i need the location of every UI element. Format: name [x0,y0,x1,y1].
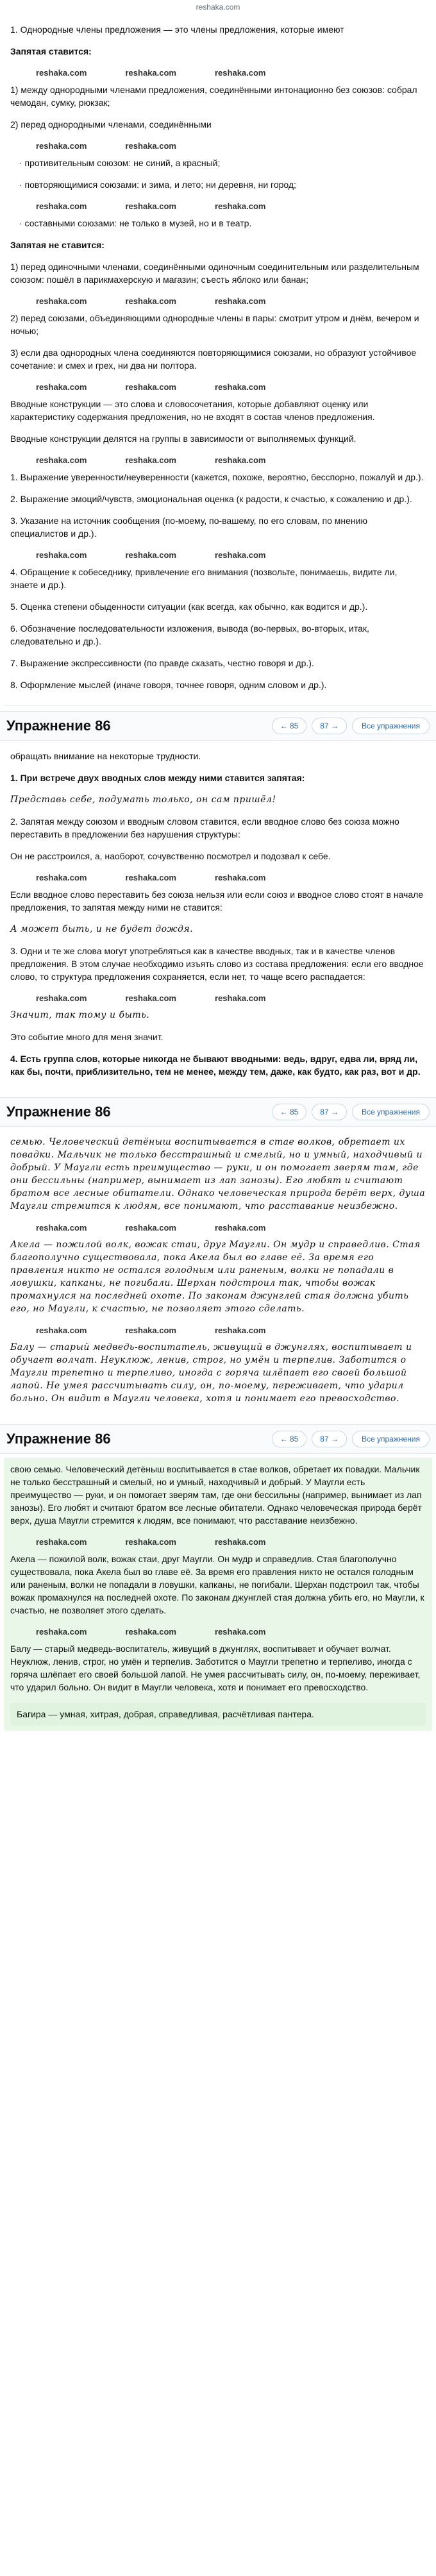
comma-rule-2a: · противительным союзом: не синий, а красный; [19,158,221,168]
watermark: reshaka.com [36,296,87,306]
watermark: reshaka.com [215,1223,266,1233]
rule-2: 2. Запятая между союзом и вводным словом ставится, если вводное слово без союза можно переставить в предложении без нарушения структуры: [10,816,399,839]
comma-rule-2b: · повторяющимися союзами: и зима, и лето; ни деревня, ни город; [19,180,296,190]
handwritten-example-3: Значит, так тому и быть. [10,1010,150,1020]
answer-paragraph-2: Акела — пожилой волк, вожак стаи, друг Маугли. Он мудр и справедлив. Стая благополучно существовала, пока Акела был во главе её. За время его правления никто не остался голодным или раненым, волки не попадали в ловушки, капканы, не погибали. Шерхан подстроил так, чтобы вожак промахнулся на последней охоте. По законам джунглей стая должна убить его, но Маугли, к счастью, не позволяет этого сделать. [10,1554,424,1615]
watermark: reshaka.com [125,550,176,560]
prev-exercise-button[interactable]: ← 85 [272,718,307,734]
exercise-nav [272,1104,430,1120]
exercise-header [0,1424,436,1454]
example-2: Он не расстроился, а, наоборот, сочувственно посмотрел и подозвал к себе. [10,851,331,861]
watermark: reshaka.com [36,382,87,392]
analysis-paragraph-3: Балу — старый медведь-воспитатель, живущий в джунглях, воспитывает и обучает волчат. Неуклюж, ленив, строг, но умён и терпелив. Заботится о Маугли трепетно и терпеливо, иногда с горяча шлёпает его своей большой лапой. Не умея рассчитывать силу, он, по-моему, переживает, что ударил больно. Он видит в Маугли человека, хотя и понимает его превосходство. [10,1342,412,1404]
watermark: reshaka.com [125,1537,176,1547]
next-exercise-button[interactable]: 87 → [312,718,347,734]
watermark: reshaka.com [125,296,176,306]
exercise-header [0,1097,436,1127]
rules-lead: обращать внимание на некоторые трудности. [10,751,201,761]
site-name: reshaka.com [196,3,240,12]
exercise-analysis-card [4,1131,432,1419]
no-comma-rule-2: 2) перед союзами, объединяющими однородные члены в пары: смотрит утром и днём, вечером и ночью; [10,313,419,336]
watermark-row [10,200,426,213]
watermark-row [10,295,426,308]
watermark-row [10,381,426,394]
exercise-title: Упражнение 86 [6,718,111,734]
watermark: reshaka.com [125,993,176,1003]
watermark: reshaka.com [36,455,87,465]
rule-3: Если вводное слово переставить без союза нельзя или если союз и вводное слово стоят в начале предложения, то запятая между ними не ставится: [10,889,424,913]
watermark: reshaka.com [215,873,266,882]
next-exercise-button[interactable]: 87 → [312,1104,347,1120]
watermark: reshaka.com [125,68,176,78]
all-exercises-button[interactable]: Все упражнения [352,1104,430,1120]
watermark: reshaka.com [215,455,266,465]
watermark-row [10,1324,426,1337]
watermark: reshaka.com [125,201,176,211]
no-comma-rules-title: Запятая не ставится: [10,240,105,250]
watermark-row [10,1222,426,1234]
all-exercises-button[interactable]: Все упражнения [352,1431,430,1447]
watermark: reshaka.com [215,550,266,560]
intro-group-1: 1. Выражение уверенности/неуверенности (кажется, похоже, вероятно, бесспорно, пожалуй и др.). [10,472,424,482]
intro-group-8: 8. Оформление мыслей (иначе говоря, точнее говоря, одним словом и др.). [10,680,327,690]
answer-paragraph-3: Балу — старый медведь-воспитатель, живущий в джунглях, воспитывает и обучает волчат. Неуклюж, ленив, строг, но умён и терпелив. Заботится о Маугли трепетно и терпеливо, иногда с горяча шлёпает его своей большой лапой. Не умея рассчитывать силу, он, по-моему, переживает, что ударил больно. Он видит в Маугли человека, хотя и понимает его превосходство. [10,1644,421,1692]
watermark: reshaka.com [215,1537,266,1547]
theory-card [4,18,432,706]
prev-exercise-button[interactable]: ← 85 [272,1104,307,1120]
intro-group-2: 2. Выражение эмоций/чувств, эмоциональная оценка (к радости, к счастью, к сожалению и др.). [10,494,412,504]
prev-exercise-button[interactable]: ← 85 [272,1431,307,1447]
example-3: Это событие много для меня значит. [10,1032,164,1042]
comma-rules-title: Запятая ставится: [10,46,92,56]
watermark: reshaka.com [36,1627,87,1637]
watermark: reshaka.com [36,1223,87,1233]
watermark-row [10,1536,426,1549]
watermark: reshaka.com [215,1627,266,1637]
watermark: reshaka.com [125,1223,176,1233]
all-exercises-button[interactable]: Все упражнения [352,718,430,734]
comma-rule-2: 2) перед однородными членами, соединёнными [10,119,212,130]
intro-group-5: 5. Оценка степени обыденности ситуации (как всегда, как обычно, как водится и др.). [10,602,368,612]
intro-group-4: 4. Обращение к собеседнику, привлечение его внимания (позвольте, понимаешь, видите ли, знаете и др.). [10,567,398,590]
watermark: reshaka.com [36,550,87,560]
watermark-row [10,992,426,1005]
answer-final-box [10,1703,426,1726]
watermark: reshaka.com [36,1326,87,1335]
exercise-header [0,711,436,741]
answer-paragraph-1: свою семью. Человеческий детёныш воспитывается в стае волков, обретает их повадки. Мальчик не только бесстрашный и смелый, но и умный, находчивый и добрый. У Маугли есть преимущество — руки, и он помогает зверям там, где они бессильны (например, вынимает из лап занозы). Его любят и считают братом все лесные обитатели. Однако человеческая природа берёт верх, душа Маугли стремится к людям, все понимают, что расставание неизбежно. [10,1464,422,1526]
watermark: reshaka.com [125,455,176,465]
intro-group-6: 6. Обозначение последовательности изложения, вывода (во-первых, во-вторых, итак, следовательно и др.). [10,623,369,646]
watermark: reshaka.com [125,1326,176,1335]
exercise-title: Упражнение 86 [6,1431,111,1447]
watermark: reshaka.com [36,68,87,78]
comma-rule-2c: · составными союзами: не только в музей, но и в театр. [19,218,252,228]
intro-group-3: 3. Указание на источник сообщения (по-моему, по-вашему, по его словам, по мнению специалистов и др.). [10,516,367,539]
watermark-row [10,67,426,80]
watermark: reshaka.com [215,382,266,392]
watermark-row [10,1626,426,1638]
intro-definition: Вводные конструкции — это слова и словосочетания, которые добавляют оценку или характеристику содержания предложения, но не входят в состав членов предложения. [10,399,375,422]
watermark: reshaka.com [215,1326,266,1335]
exercise-title: Упражнение 86 [6,1104,111,1120]
no-comma-rule-1: 1) перед одиночными членами, соединёнными одиночным соединительным или разделительным союзом: пошёл в парикмахерскую и магазин; съесть яблоко или банан; [10,262,419,285]
watermark-row [10,871,426,884]
comma-rule-1: 1) между однородными членами предложения, соединёнными интонационно без союзов: собрал чемодан, сумку, рюкзак; [10,85,417,108]
watermark: reshaka.com [36,141,87,151]
watermark-row [10,549,426,562]
intro-groups: Вводные конструкции делятся на группы в зависимости от выполняемых функций. [10,434,356,444]
watermark-row [10,140,426,153]
watermark: reshaka.com [125,1627,176,1637]
rule-4: 3. Одни и те же слова могут употребляться как в качестве вводных, так и в качестве членов предложения. В этом случае необходимо изъять слово из состава предложения: если его вводное слово, то структура предложения сохраняется, если нет, то чаще всего распадается: [10,946,424,982]
no-comma-rule-3: 3) если два однородных члена соединяются повторяющимися союзами, но образуют устойчивое сочетание: и смех и грех, ни два ни полтора. [10,348,417,371]
watermark-row [10,454,426,467]
watermark: reshaka.com [125,141,176,151]
exercise-rules-card [4,745,432,1092]
handwritten-example-1: Представь себе, подумать только, он сам пришёл! [10,795,276,805]
watermark: reshaka.com [215,296,266,306]
rule-1: 1. При встрече двух вводных слов между ними ставится запятая: [10,773,305,783]
watermark: reshaka.com [36,201,87,211]
exercise-nav [272,1431,430,1447]
watermark: reshaka.com [215,68,266,78]
next-exercise-button[interactable]: 87 → [312,1431,347,1447]
analysis-paragraph-2: Акела — пожилой волк, вожак стаи, друг Маугли. Он мудр и справедлив. Стая благополучно существовала, пока Акела был во главе её. За время его правления никто не остался голодным или раненым, волки не попадали в ловушки, капканы, не погибали. Шерхан подстроил так, чтобы вожак промахнулся на последней охоте. По законам джунглей стая должна убить его, но Маугли, к счастью, не позволяет этого сделать. [10,1240,421,1314]
analysis-paragraph-1: семью. Человеческий детёныш воспитывается в стае волков, обретает их повадки. Мальчик не только бесстрашный и смелый, но и умный, находчивый и добрый. У Маугли есть преимущество — руки, и он помогает зверям там, где они бессильны (например, вынимает из лап занозы). Его любят и считают братом все лесные обитатели. Однако человеческая природа берёт верх, душа Маугли стремится к людям, все понимают, что расставание неизбежно. [10,1137,426,1211]
theory-definition: 1. Однородные члены предложения — это члены предложения, которые имеют [10,24,344,35]
rule-5: 4. Есть группа слов, которые никогда не бывают вводными: ведь, вдруг, едва ли, вряд ли, как бы, почти, приблизительно, тем не менее, между тем, даже, как будто, как раз, вот и др. [10,1054,421,1077]
intro-group-7: 7. Выражение экспрессивности (по правде сказать, честно говоря и др.). [10,658,314,668]
exercise-answer-card [4,1458,432,1731]
site-header [0,0,436,14]
watermark: reshaka.com [215,201,266,211]
watermark: reshaka.com [36,993,87,1003]
watermark: reshaka.com [36,873,87,882]
watermark: reshaka.com [125,382,176,392]
answer-paragraph-4: Багира — умная, хитрая, добрая, справедливая, расчётливая пантера. [17,1709,314,1719]
handwritten-example-2: А может быть, и не будет дождя. [10,924,194,934]
watermark: reshaka.com [125,873,176,882]
watermark: reshaka.com [215,993,266,1003]
exercise-nav [272,718,430,734]
watermark: reshaka.com [36,1537,87,1547]
